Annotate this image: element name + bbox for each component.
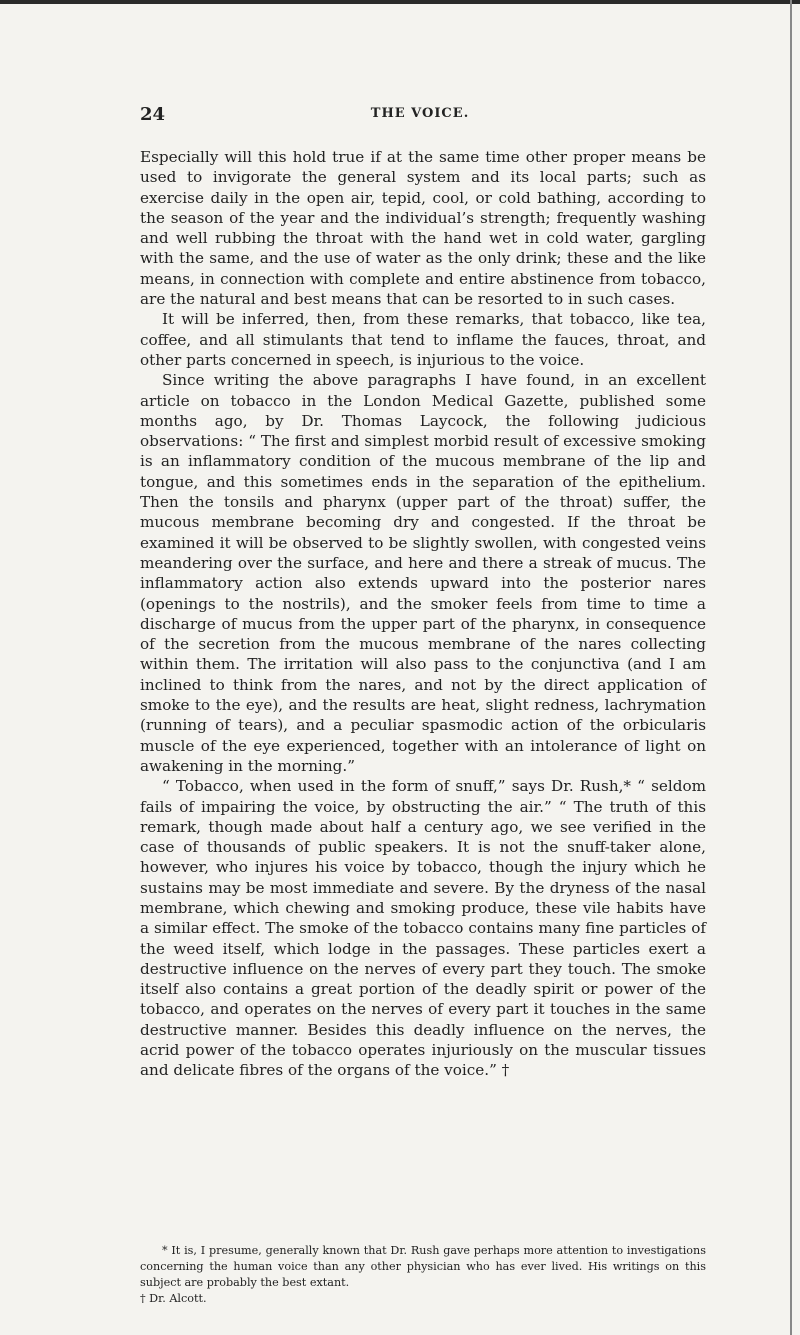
top-rule [0,0,800,4]
footnote: † Dr. Alcott. [140,1292,207,1305]
running-head: THE VOICE. [370,106,470,121]
footnotes [140,1243,706,1307]
footnote: * It is, I presume, generally known that Dr. Rush gave perhaps more attention to investigations concerning the human voice than any other physician who has ever lived. His writings on this subject are probably the best extant. [140,1244,706,1289]
paragraph: Since writing the above paragraphs I have found, in an excellent article on tobacco in the London Medical Gazette, published some months ago, by Dr. Thomas Laycock, the following judicious observations: “ The first and simplest morbid result of excessive smoking is an inflammatory condition of the mucous membrane of the lip and tongue, and this sometimes ends in the separation of the epithelium. Then the tonsils and pharynx (upper part of the throat) suffer, the mucous membrane becoming dry and congested. If the throat be examined it will be observed to be slightly swollen, with congested veins meandering over the surface, and here and there a streak of mucus. The inflammatory action also extends upward into the posterior nares (openings to the nostrils), and the smoker feels from time to time a discharge of mucus from the upper part of the pharynx, in consequence of the secretion from the mucous membrane of the nares collecting within them. The irritation will also pass to the conjunctiva (and I am inclined to think from the nares, and not by the direct application of smoke to the eye), and the results are heat, slight redness, lachrymation (running of tears), and a peculiar spasmodic action of the orbicularis muscle of the eye experienced, together with an intolerance of light on awakening in the morning.” [140,371,706,775]
body-text [140,147,706,1081]
page-number: 24 [140,104,166,125]
paragraph: Especially will this hold true if at the same time other proper means be used to invigorate the general system and its local parts; such as exercise daily in the open air, tepid, cool, or cold bathing, according to the season of the year and the individual’s strength; frequently washing and well rubbing the throat with the hand wet in cold water, gargling with the same, and the use of water as the only drink; these and the like means, in connection with complete and entire abstinence from tobacco, are the natural and best means that can be resorted to in such cases. [140,148,706,309]
paragraph: It will be inferred, then, from these remarks, that tobacco, like tea, coffee, and all stimulants that tend to inflame the fauces, throat, and other parts concerned in speech, is injurious to the voice. [140,310,706,369]
page-edge-rule [790,0,792,1335]
paragraph: “ Tobacco, when used in the form of snuff,” says Dr. Rush,* “ seldom fails of impairing the voice, by obstructing the air.” “ The truth of this remark, though made about half a century ago, we see verified in the case of thousands of public speakers. It is not the snuff-taker alone, however, who injures his voice by tobacco, though the injury which he sustains may be most immediate and severe. By the dryness of the nasal membrane, which chewing and smoking produce, these vile habits have a similar effect. The smoke of the tobacco contains many fine particles of the weed itself, which lodge in the passages. These particles exert a destructive influence on the nerves of every part they touch. The smoke itself also contains a great portion of the deadly spirit or power of the tobacco, and operates on the nerves of every part it touches in the same destructive manner. Besides this deadly influence on the nerves, the acrid power of the tobacco operates injuriously on the muscular tissues and delicate fibres of the organs of the voice.” † [140,777,706,1080]
page-header [140,104,700,128]
